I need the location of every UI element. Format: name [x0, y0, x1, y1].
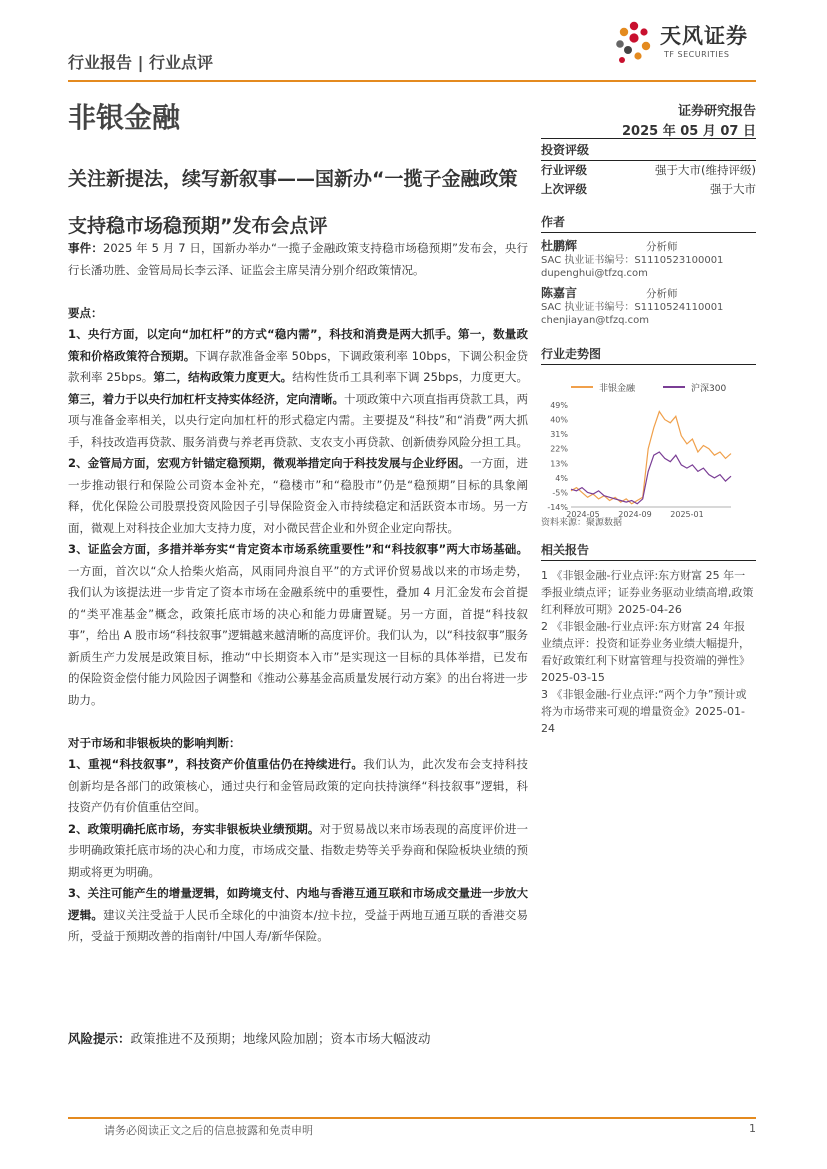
header-divider	[68, 80, 756, 82]
footer-disclaimer: 请务必阅读正文之后的信息披露和免责申明	[104, 1124, 313, 1137]
y-tick-label: 13%	[550, 459, 568, 469]
legend-label: 沪深300	[691, 384, 727, 394]
y-tick-label: 22%	[550, 444, 568, 454]
series-line	[571, 412, 731, 504]
y-tick-label: 4%	[555, 473, 568, 483]
event-label: 事件：	[68, 241, 103, 255]
logo-mark-icon	[612, 20, 658, 66]
y-tick-label: 49%	[550, 401, 568, 410]
logo-text-cn: 天风证券	[660, 24, 748, 48]
related-report-item[interactable]: 1 《非银金融-行业点评:东方财富 25 年一季报业绩点评；证券业务驱动业绩高增,政策红利释放可期》2025-04-26	[541, 569, 754, 616]
trend-chart-svg	[541, 365, 756, 530]
footer-divider	[68, 1117, 756, 1119]
legend-label: 非银金融	[599, 384, 636, 394]
analyst-cert: SAC 执业证书编号：S1110524110001	[541, 302, 724, 313]
author-heading: 作者	[541, 213, 756, 233]
industry-trend-chart	[541, 345, 756, 535]
company-logo	[612, 20, 762, 70]
risk-text: 政策推进不及预期；地缘风险加剧；资本市场大幅波动	[130, 1031, 431, 1046]
sidebar	[541, 138, 756, 327]
main-body	[68, 238, 528, 948]
related-report-item[interactable]: 3 《非银金融-行业点评:“两个力争”预计或将为市场带来可观的增量资金》2025-01-24	[541, 688, 747, 735]
x-tick-label: 2024-09	[618, 510, 652, 519]
rating-row: 上次评级 强于大市	[541, 182, 756, 196]
analyst-name: 陈嘉言	[541, 286, 578, 300]
analyst-card	[541, 284, 756, 327]
logo-text-en: TF SECURITIES	[664, 50, 730, 59]
y-tick-label: -14%	[547, 503, 568, 512]
event-text: 2025 年 5 月 7 日，国新办举办“一揽子金融政策支持稳市场稳预期”发布会，央行行长潘功胜、金管局局长李云泽、证监会主席吴清分别介绍政策情况。	[68, 241, 529, 277]
event-paragraph	[68, 238, 528, 281]
page-number: 1	[749, 1122, 756, 1135]
risk-warning	[68, 1029, 431, 1047]
point-1: 1、央行方面，以定向“加杠杆”的方式“稳内需”，科技和消费是两大抓手。第一，数量政策和价格政策符合预期。下调存款准备金率 50bps，下调政策利率 10bps，下调公积金贷款利率 25bps。第二，结构政策力度更大。结构性货币工具利率下调 25bps，力度更大。第三，着力于以央行加杠杆支持实体经济，定向清晰。十项政策中六项直指再贷款工具，两项与准备金率相关，以央行定向加杠杆的形式稳定内需。主要提及“科技”和“消费”两大抓手，科技改造再贷款、服务消费与养老再贷款、支农支小再贷款、创新债券风险分担工具。	[68, 327, 528, 449]
analyst-email[interactable]: chenjiayan@tfzq.com	[541, 315, 649, 326]
chart-heading: 行业走势图	[541, 345, 756, 365]
impact-2: 2、政策明确托底市场，夯实非银板块业绩预期。对于贸易战以来市场表现的高度评价进一步明确政策托底市场的决心和力度，市场成交量、指数走势等关乎券商和保险板块业绩的预期或将更为明确。	[68, 821, 529, 879]
analyst-name: 杜鹏辉	[541, 239, 578, 253]
analyst-cert: SAC 执业证书编号：S1110523100001	[541, 255, 724, 266]
chart-source: 资料来源：聚源数据	[541, 518, 623, 528]
impact-1: 1、重视“科技叙事”，科技资产价值重估仍在持续进行。我们认为，此次发布会支持科技创新均是各部门的政策核心，通过央行和金管局政策的定向扶持演绎“科技叙事”逻辑，科技资产仍有价值重估空间。	[68, 757, 528, 814]
report-category: 行业报告 | 行业点评	[68, 53, 213, 72]
analyst-role: 分析师	[646, 241, 678, 253]
rating-heading: 投资评级	[541, 138, 756, 161]
point-2: 2、金管局方面，宏观方针锚定稳预期，微观举措定向于科技发展与企业纾困。一方面，进一步推动银行和保险公司资本金补充，“稳楼市”和“稳股市”仍是“稳预期”目标的具象阐释，优化保险公司股票投资风险因子引导保险资金入市持续稳定和活跃资本市场。另一方面，微观上对科技企业加大支持力度，对小微民营企业和外贸企业定向帮扶。	[68, 456, 528, 535]
y-tick-label: 40%	[550, 415, 568, 425]
impact-heading: 对于市场和非银板块的影响判断：	[68, 735, 241, 750]
report-date: 2025 年 05 月 07 日	[622, 124, 756, 139]
report-title: 关注新提法，续写新叙事——国新办“一揽子金融政策支持稳市场稳预期”发布会点评	[68, 168, 518, 237]
x-tick-label: 2024-05	[566, 510, 600, 519]
risk-label: 风险提示：	[68, 1031, 131, 1046]
rating-row: 行业评级 强于大市(维持评级)	[541, 163, 756, 177]
impact-3: 3、关注可能产生的增量逻辑，如跨境支付、内地与香港互通互联和市场成交量进一步放大逻辑。建议关注受益于人民币全球化的中油资本/拉卡拉，受益于两地互通互联的香港交易所，受益于预期改善的指南针/中国人寿/新华保险。	[68, 886, 529, 943]
key-points-heading: 要点：	[68, 305, 103, 320]
related-report-item[interactable]: 2 《非银金融-行业点评:东方财富 24 年报业绩点评：投资和证券业务业绩大幅提升，看好政策红利下财富管理与投资端的弹性》 2025-03-15	[541, 620, 750, 684]
y-tick-label: -5%	[552, 488, 568, 498]
y-tick-label: 31%	[550, 430, 568, 440]
related-heading: 相关报告	[541, 541, 756, 561]
x-tick-label: 2025-01	[670, 510, 704, 519]
report-type: 证券研究报告	[677, 104, 756, 119]
analyst-card	[541, 237, 756, 280]
analyst-role: 分析师	[646, 288, 678, 300]
related-reports	[541, 541, 756, 737]
analyst-email[interactable]: dupenghui@tfzq.com	[541, 268, 648, 279]
sector-title: 非银金融	[68, 101, 181, 134]
point-3: 3、证监会方面，多措并举夯实“肯定资本市场系统重要性”和“科技叙事”两大市场基础。一方面，首次以“众人拾柴火焰高，风雨同舟浪自平”的方式评价贸易战以来的市场走势，我们认为该提法进一步肯定了资本市场在金融系统中的重要性，叠加 4 月汇金发布会首提的“类平准基金”概念，政策托底市场的决心和能力毋庸置疑。另一方面，首提“科技叙事”，给出 A 股市场“科技叙事”逻辑越来越清晰的高度评价。我们认为，以“科技叙事”服务新质生产力发展是政策目标，推动“中长期资本入市”是实现这一目标的具体举措，已发布的保险资金偿付能力风险因子调整和《推动公募基金高质量发展行动方案》的出台将进一步助力。	[68, 542, 528, 707]
